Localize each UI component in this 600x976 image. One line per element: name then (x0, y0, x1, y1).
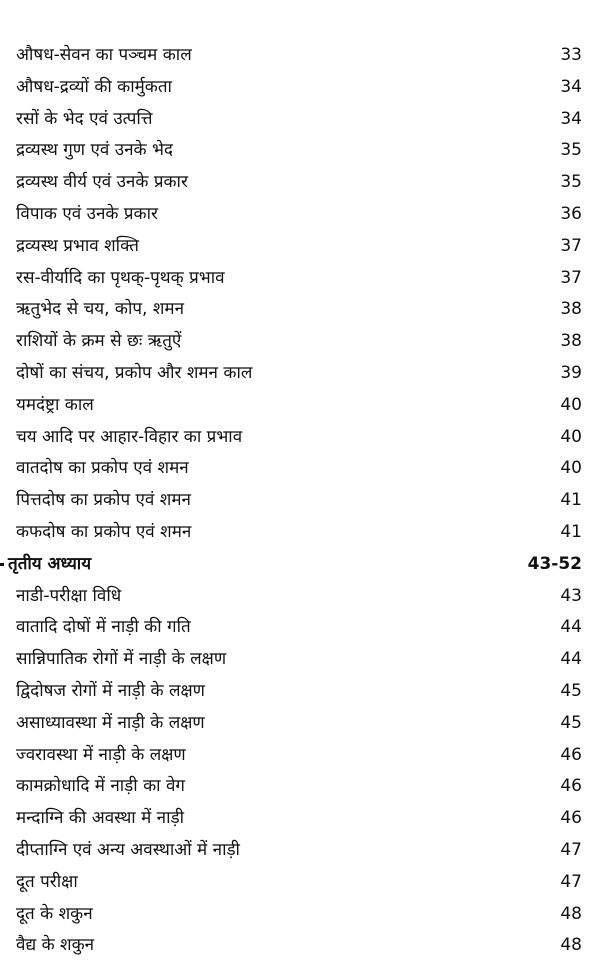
toc-entry (0, 453, 600, 485)
margin-mark (0, 563, 4, 566)
toc-entry-title: रस-वीर्यादि का पृथक्-पृथक् प्रभाव (16, 267, 225, 288)
toc-entry (0, 740, 600, 772)
toc-entry-page: 40 (560, 458, 582, 479)
toc-entry (0, 771, 600, 803)
toc-entry (0, 40, 600, 72)
toc-entry (0, 135, 600, 167)
toc-entry-page: 34 (560, 76, 582, 97)
toc-entry (0, 104, 600, 136)
toc-entry-page: 36 (560, 203, 582, 224)
toc-entry-title: ज्वरावस्था में नाड़ी के लक्षण (16, 744, 186, 765)
toc-entry-page: 37 (560, 235, 582, 256)
chapter-page-range: 43-52 (527, 553, 582, 574)
toc-entry (0, 167, 600, 199)
toc-entry-title: असाध्यावस्था में नाड़ी के लक्षण (16, 712, 205, 733)
toc-entry-title: वैद्य के शकुन (16, 935, 95, 956)
toc-entry-title: औषध-सेवन का पञ्चम काल (16, 45, 192, 65)
toc-entry-title: सान्निपातिक रोगों में नाड़ी के लक्षण (16, 649, 227, 670)
toc-entry (0, 263, 600, 295)
toc-entry-page: 41 (560, 490, 582, 511)
toc-entry-page: 48 (560, 903, 582, 924)
toc-entry-title: द्रव्यस्थ वीर्य एवं उनके प्रकार (16, 172, 188, 193)
toc-entry-title: कफदोष का प्रकोप एवं शमन (16, 521, 192, 542)
toc-entry-title: दूत परीक्षा (16, 871, 78, 892)
table-of-contents (0, 40, 600, 962)
toc-entry-title: औषध-द्रव्यों की कार्मुकता (16, 76, 172, 97)
toc-entry-page: 38 (560, 299, 582, 320)
toc-entry (0, 390, 600, 422)
toc-entry-title: कामक्रोधादि में नाड़ी का वेग (16, 776, 185, 797)
toc-entry-page: 34 (560, 108, 582, 129)
toc-entry-page: 45 (560, 712, 582, 733)
toc-entry (0, 199, 600, 231)
toc-entry (0, 676, 600, 708)
toc-entry-page: 40 (560, 426, 582, 447)
toc-entry (0, 72, 600, 104)
toc-entry-title: विपाक एवं उनके प्रकार (16, 203, 158, 224)
toc-entry-page: 45 (560, 680, 582, 701)
toc-entry (0, 835, 600, 867)
toc-entry-page: 48 (560, 935, 582, 956)
toc-entry-page: 38 (560, 331, 582, 352)
toc-entry (0, 517, 600, 549)
toc-entry (0, 644, 600, 676)
toc-entry-page: 46 (560, 744, 582, 765)
toc-entry-title: द्रव्यस्थ प्रभाव शक्ति (16, 235, 139, 256)
toc-entry (0, 803, 600, 835)
toc-entry-page: 37 (560, 267, 582, 288)
toc-entry-title: वातदोष का प्रकोप एवं शमन (16, 458, 189, 479)
toc-entry-title: चय आदि पर आहार-विहार का प्रभाव (16, 426, 243, 447)
toc-entry (0, 708, 600, 740)
toc-entry-page: 47 (560, 839, 582, 860)
toc-entry-page: 35 (560, 140, 582, 161)
toc-entry-page: 35 (560, 172, 582, 193)
toc-entry (0, 422, 600, 454)
toc-entry-page: 43 (560, 585, 582, 606)
toc-entry-title: ऋतुभेद से चय, कोप, शमन (16, 299, 185, 320)
toc-entry-title: द्विदोषज रोगों में नाड़ी के लक्षण (16, 680, 205, 701)
toc-entry-page: 40 (560, 394, 582, 415)
chapter-title: तृतीय अध्याय (8, 553, 92, 574)
toc-entry-page: 33 (560, 45, 582, 65)
toc-entry-title: मन्दाग्नि की अवस्था में नाड़ी (16, 808, 185, 829)
toc-entry-page: 44 (560, 617, 582, 638)
toc-entry-page: 47 (560, 871, 582, 892)
toc-entry-page: 41 (560, 521, 582, 542)
toc-entry (0, 358, 600, 390)
toc-entry (0, 867, 600, 899)
toc-entry-title: दोषों का संचय, प्रकोप और शमन काल (16, 362, 253, 383)
toc-entry (0, 581, 600, 613)
toc-entry-title: पित्तदोष का प्रकोप एवं शमन (16, 490, 191, 511)
toc-entry-page: 44 (560, 649, 582, 670)
toc-entry-page: 46 (560, 776, 582, 797)
toc-entry-page: 46 (560, 808, 582, 829)
toc-entry-page: 39 (560, 362, 582, 383)
toc-entry (0, 612, 600, 644)
toc-entry-title: नाडी-परीक्षा विधि (16, 585, 122, 606)
toc-entry-title: राशियों के क्रम से छः ऋतुऐं (16, 331, 182, 352)
toc-entry-title: यमदंष्ट्रा काल (16, 394, 94, 415)
toc-entry (0, 294, 600, 326)
toc-entry (0, 485, 600, 517)
toc-entry (0, 326, 600, 358)
toc-entry-title: द्रव्यस्थ गुण एवं उनके भेद (16, 140, 173, 161)
toc-entry-title: वातादि दोषों में नाड़ी की गति (16, 617, 191, 638)
toc-entry-title: दीप्ताग्नि एवं अन्य अवस्थाओं में नाड़ी (16, 839, 240, 860)
toc-entry (0, 231, 600, 263)
toc-entry-title: रसों के भेद एवं उत्पत्ति (16, 108, 153, 129)
toc-entry (0, 930, 600, 962)
toc-entry (0, 899, 600, 931)
toc-entry-title: दूत के शकुन (16, 903, 93, 924)
chapter-heading (0, 549, 600, 581)
